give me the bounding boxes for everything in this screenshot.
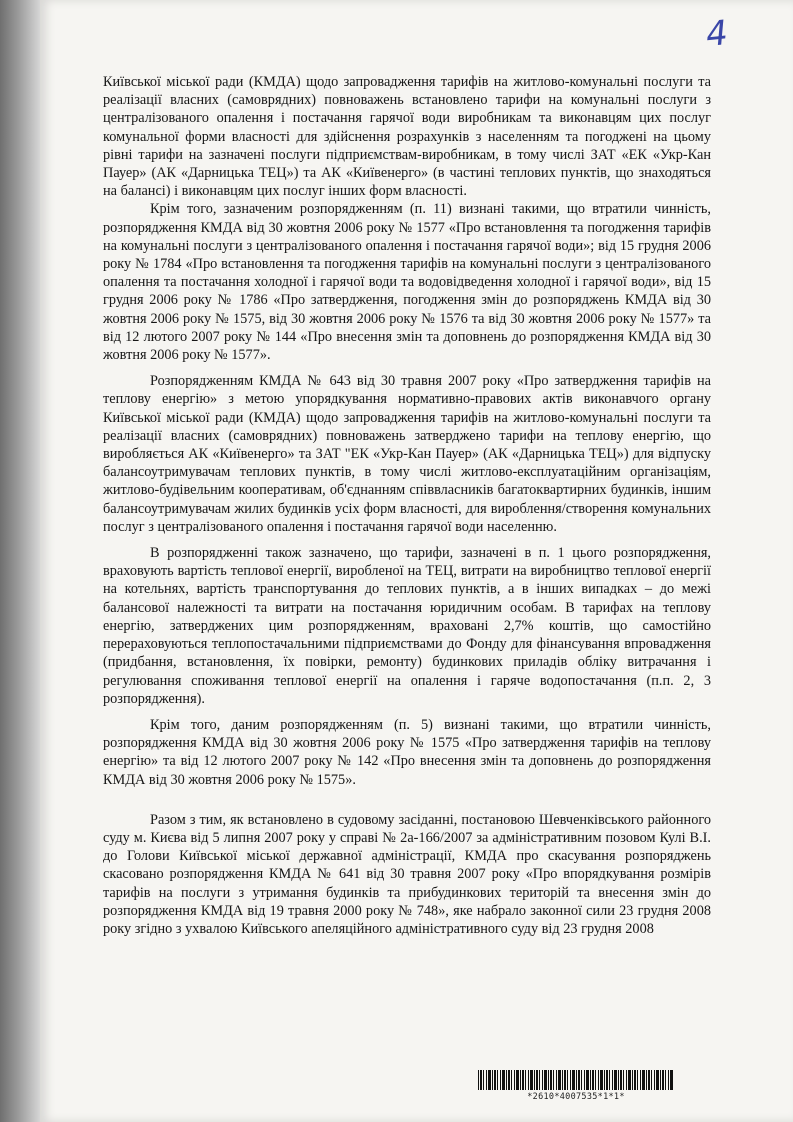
paragraph-6: Разом з тим, як встановлено в судовому засіданні, постановою Шевченківського районного суду м. Києва від 5 липня 2007 року у справі № 2а-166/2007 за адміністративним позовом Кулі В.І. до Голови Київської міської державної адміністрації, КМДА про скасування розпоряджень скасовано розпорядження КМДА № 641 від 30 травня 2007 року «Про впорядкування розмірів тарифів на послуги з утримання будинків та прибудинкових територій та внесення змін до розпорядження КМДА від 19 травня 2000 року № 748», яке набрало законної сили 23 грудня 2008 року згідно з ухвалою Київського апеляційного адміністративного суду від 23 грудня 2008: [103, 811, 711, 937]
barcode-bars-icon: [478, 1070, 674, 1090]
paragraph-1: Київської міської ради (КМДА) щодо запровадження тарифів на житлово-комунальні послуги та реалізації власних (самоврядних) повноважень встановлено тарифи на комунальні послуги з централізованого опалення і постачання гарячої води виробникам та виконавцям цих послуг комунальної форми власності для здійснення розрахунків з населенням та погоджені на цьому рівні тарифи на зазначені послуги підприємствам-виробникам, в тому числі ЗАТ «ЕК «Укр-Кан Пауер» (АК «Дарницька ТЕЦ») та АК «Київенерго» (в частині теплових пунктів, що знаходяться на балансі) і виконавцям цих послуг інших форм власності.: [103, 74, 711, 200]
barcode-number: *2610*4007535*1*1*: [527, 1092, 625, 1102]
barcode: [478, 1070, 674, 1110]
handwritten-page-number: 4: [703, 12, 730, 56]
paragraph-2: Крім того, зазначеним розпорядженням (п. 11) визнані такими, що втратили чинність, розпорядження КМДА від 30 жовтня 2006 року № 1577 «Про встановлення та погодження тарифів на комунальні послуги з централізованого опалення і постачання гарячої води»; від 15 грудня 2006 року № 1784 «Про встановлення та погодження тарифів на комунальні послуги з централізованого опалення та постачання холодної і гарячої води та водовідведення холодної і гарячої води», від 15 грудня 2006 року № 1786 «Про затвердження, погодження змін до розпоряджень КМДА від 30 жовтня 2006 року № 1575, від 30 жовтня 2006 року № 1576 та від 30 жовтня 2006 року № 1577» та від 12 лютого 2007 року № 144 «Про внесення змін та доповнень до розпорядження КМДА від 30 жовтня 2006 року № 1577».: [103, 201, 711, 364]
paragraph-3: Розпорядженням КМДА № 643 від 30 травня 2007 року «Про затвердження тарифів на теплову енергію» з метою упорядкування нормативно-правових актів виконавчого органу Київської міської ради (КМДА) щодо запровадження тарифів на житлово-комунальні послуги та реалізації власних (самоврядних) повноважень затверджено тарифи на теплову енергію, що виробляється АК «Київенерго» та ЗАТ "ЕК «Укр-Кан Пауер» (АК «Дарницька ТЕЦ») для відпуску балансоутримувачам теплових пунктів, в тому числі житлово-експлуатаційним організаціям, житлово-будівельним кооперативам, об'єднанням співвласників багатоквартирних будинків, іншим балансоутримувачам жилих будинків усіх форм власності, для вироблення/створення комунальних послуг з централізованого опалення і постачання гарячої води населенню.: [103, 373, 711, 535]
document-body: [103, 73, 711, 938]
paragraph-4: В розпорядженні також зазначено, що тарифи, зазначені в п. 1 цього розпорядження, враховують вартість теплової енергії, виробленої на ТЕЦ, витрати на виробництво теплової енергії на котельнях, вартість транспортування до теплових пунктів, а в інших випадках – до межі балансової належності та витрати на постачання юридичним особам. В тарифах на теплову енергію, затверджених цим розпорядженням, враховані 2,7% коштів, що самостійно перераховуються теплопостачальними підприємствами до Фонду для фінансування впровадження (придбання, встановлення, їх повірки, ремонту) будинкових приладів обліку витрачання і регулювання споживання теплової енергії на опалення і гаряче водопостачання (п.п. 2, 3 розпорядження).: [103, 545, 711, 707]
paragraph-5: Крім того, даним розпорядженням (п. 5) визнані такими, що втратили чинність, розпорядження КМДА від 30 жовтня 2006 року № 1575 «Про затвердження тарифів на теплову енергію» та від 12 лютого 2007 року № 142 «Про внесення змін та доповнень до розпорядження КМДА від 30 жовтня 2006 року № 1575».: [103, 716, 711, 788]
